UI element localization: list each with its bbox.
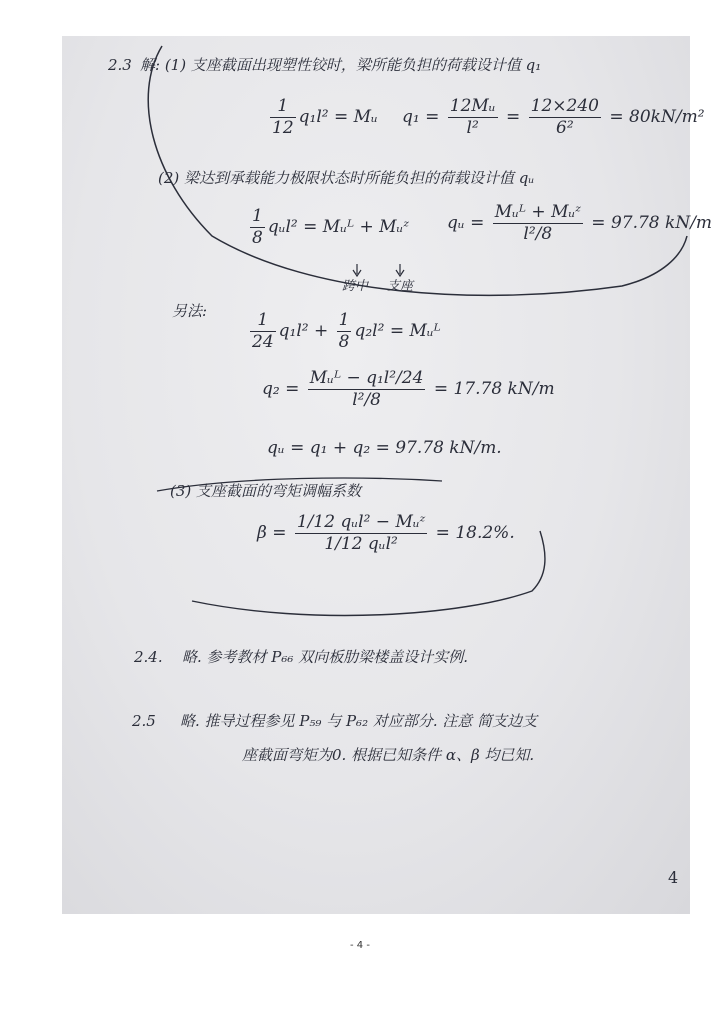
alternative-equation-1: $\frac{1}{24}$ q₁l² + $\frac{1}{8}$ q₂l² = Mᵤᴸ — [252, 310, 441, 352]
equation-beta: β = $\frac{\text{1/12 qᵤl² − Mᵤᶻ}}{\text{1/12 qᵤl²}}$ = 18.2%. — [257, 512, 515, 554]
equation-qu: qᵤ = $\frac{\text{Mᵤᴸ + Mᵤᶻ}}{\text{l²/8}}$ = 97.78 kN/m — [447, 202, 713, 244]
page-footer: - 4 - — [350, 940, 370, 951]
scanned-page-photo — [62, 36, 713, 914]
equation-support-moment: $\frac{1}{12}$ q₁l² = Mᵤ — [272, 96, 378, 138]
problem-2-5-label: 2.5 — [132, 712, 156, 730]
equation-q1: q₁ = $\frac{\text{12Mᵤ}}{\text{l²}}$ = $\frac{12\times 240}{\text{6²}}$ = 80kN/m² — [402, 96, 705, 138]
problem-2-3-heading: 解: (1) 支座截面出现塑性铰时，梁所能负担的荷载设计值 q₁ — [140, 56, 542, 74]
sheet-number: 4 — [668, 868, 679, 887]
alternative-equation-2: q₂ = $\frac{\text{Mᵤᴸ − q₁l²/24}}{\text{l²/8}}$ = 17.78 kN/m — [262, 368, 555, 410]
note-midspan: 跨中 — [342, 279, 369, 294]
problem-2-4-text: 略. 参考教材 P₆₆ 双向板肋梁楼盖设计实例. — [182, 648, 468, 666]
part-3-heading: (3) 支座截面的弯矩调幅系数 — [170, 482, 362, 500]
problem-2-5-line-2: 座截面弯矩为0. 根据已知条件 α、β 均已知. — [242, 746, 535, 764]
problem-2-4-label: 2.4. — [134, 648, 163, 666]
problem-2-3-label: 2.3 — [108, 56, 132, 74]
alternative-equation-3: qᵤ = q₁ + q₂ = 97.78 kN/m. — [267, 438, 502, 458]
pen-strokes — [62, 36, 690, 914]
note-support: 支座 — [387, 279, 414, 294]
part-2-heading: (2) 梁达到承载能力极限状态时所能负担的荷载设计值 qᵤ — [158, 169, 535, 187]
problem-2-5-line-1: 略. 推导过程参见 P₅₉ 与 P₆₂ 对应部分. 注意 简支边支 — [180, 712, 538, 730]
equation-ultimate-moment: $\frac{1}{8}$ qᵤl² = Mᵤᴸ + Mᵤᶻ — [252, 206, 409, 248]
alternative-method-label: 另法: — [172, 302, 208, 320]
